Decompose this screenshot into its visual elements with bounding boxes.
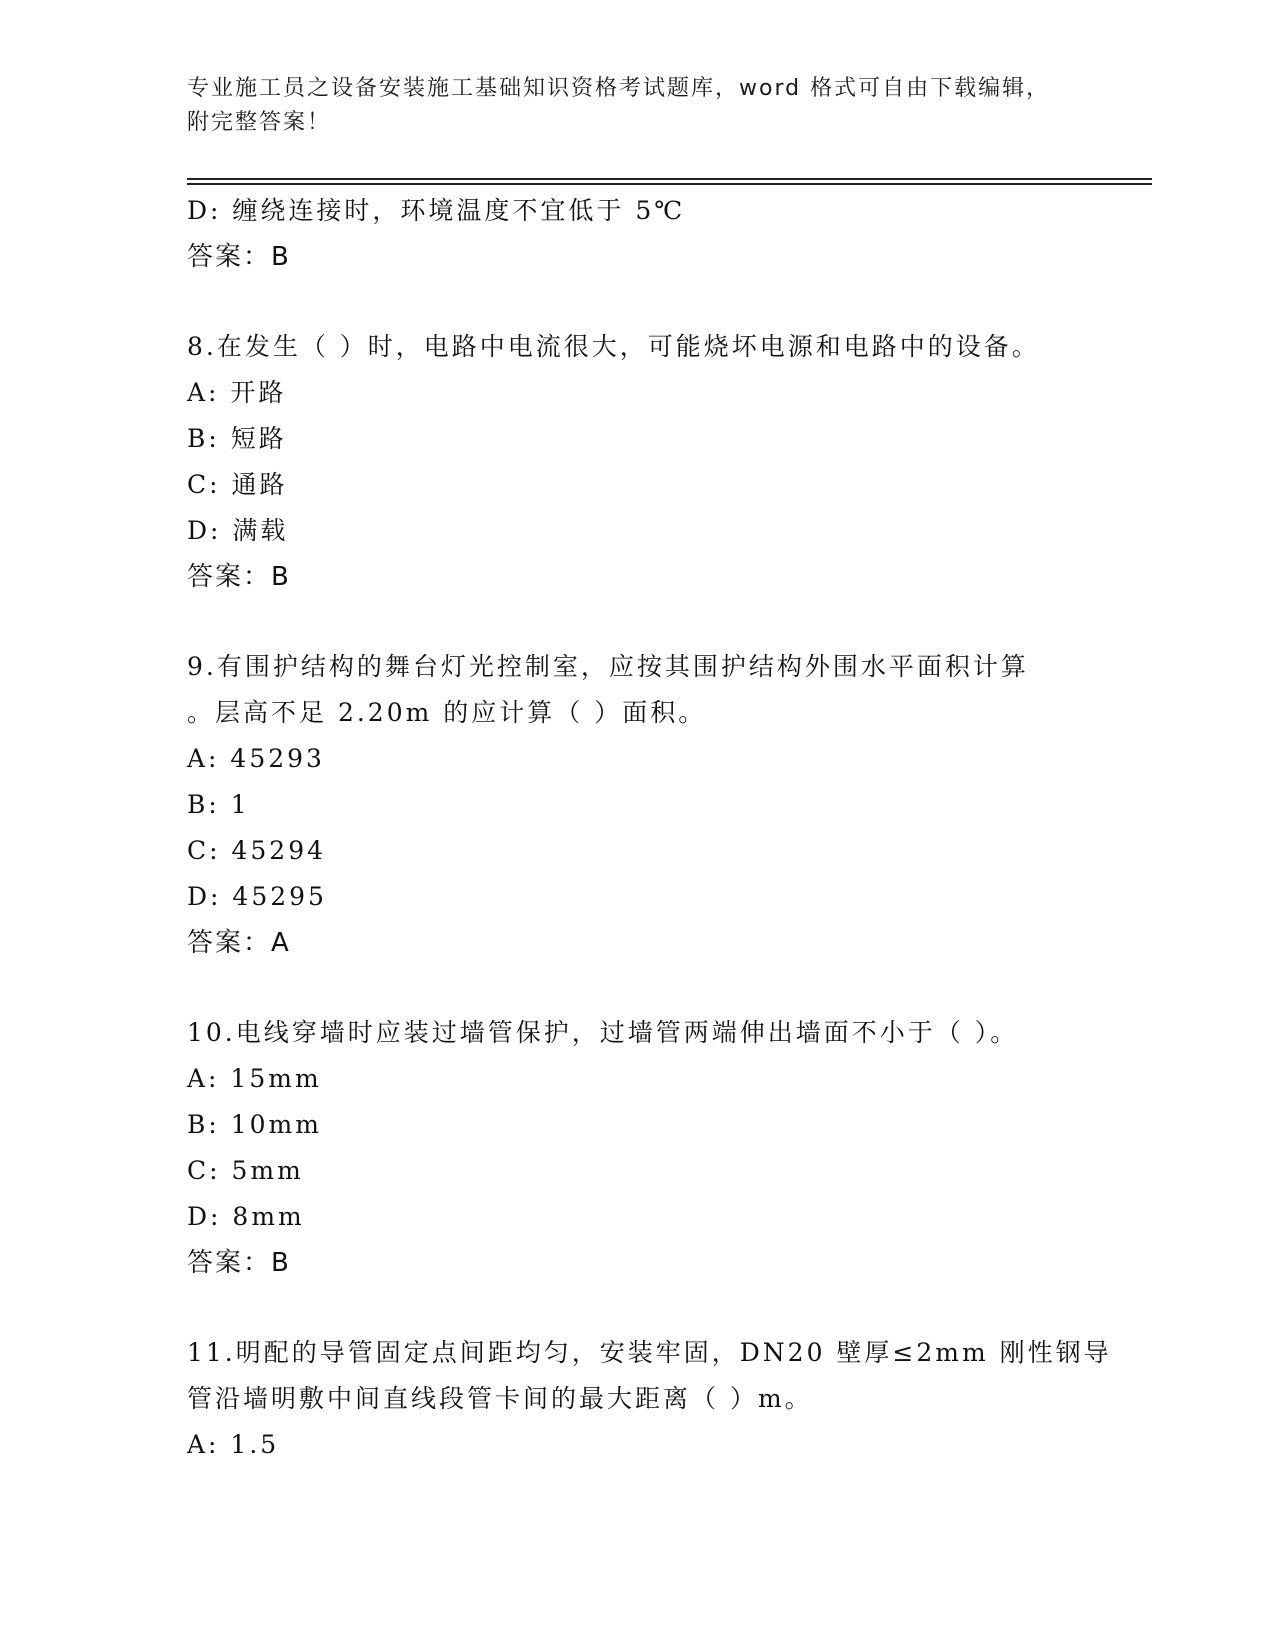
option-d: D: 45295: [187, 882, 327, 911]
answer: 答案：B: [187, 1248, 291, 1278]
answer: 答案：B: [187, 562, 291, 592]
option-b: B: 1: [187, 790, 250, 819]
question-7-tail: [187, 188, 1087, 280]
header-line-1: 专业施工员之设备安装施工基础知识资格考试题库，word 格式可自由下载编辑，: [187, 76, 1051, 101]
header-rule-top: [187, 178, 1152, 180]
question-8: [187, 324, 1087, 600]
header-rule-bottom: [187, 183, 1152, 185]
question-stem-line-1: 11.明配的导管固定点间距均匀，安装牢固，DN20 壁厚≤2mm 刚性钢导: [187, 1338, 1112, 1367]
option-d: D: 缠绕连接时，环境温度不宜低于 5℃: [187, 196, 686, 225]
question-stem-line-2: 。层高不足 2.20m 的应计算（ ）面积。: [187, 698, 707, 727]
option-a: A: 15mm: [187, 1064, 322, 1093]
option-b: B: 10mm: [187, 1110, 322, 1139]
answer: 答案：B: [187, 242, 291, 272]
option-a: A: 开路: [187, 378, 287, 407]
option-d: D: 8mm: [187, 1202, 305, 1231]
option-c: C: 45294: [187, 836, 327, 865]
option-c: C: 5mm: [187, 1156, 304, 1185]
question-11: [187, 1330, 1112, 1468]
option-a: A: 1.5: [187, 1430, 280, 1459]
option-b: B: 短路: [187, 424, 287, 453]
question-stem-line-1: 9.有围护结构的舞台灯光控制室，应按其围护结构外围水平面积计算: [187, 652, 1029, 681]
option-a: A: 45293: [187, 744, 325, 773]
page-header: [187, 72, 1087, 140]
question-stem: 8.在发生（ ）时，电路中电流很大，可能烧坏电源和电路中的设备。: [187, 332, 1040, 361]
question-10: [187, 1010, 1087, 1286]
option-d: D: 满载: [187, 516, 289, 545]
question-stem: 10.电线穿墙时应装过墙管保护，过墙管两端伸出墙面不小于（ ）。: [187, 1018, 1019, 1047]
question-stem-line-2: 管沿墙明敷中间直线段管卡间的最大距离（ ）m。: [187, 1384, 813, 1413]
question-9: [187, 644, 1087, 966]
header-line-2: 附完整答案！: [187, 110, 332, 135]
option-c: C: 通路: [187, 470, 288, 499]
question-list: [187, 188, 1112, 1468]
answer: 答案：A: [187, 928, 291, 958]
